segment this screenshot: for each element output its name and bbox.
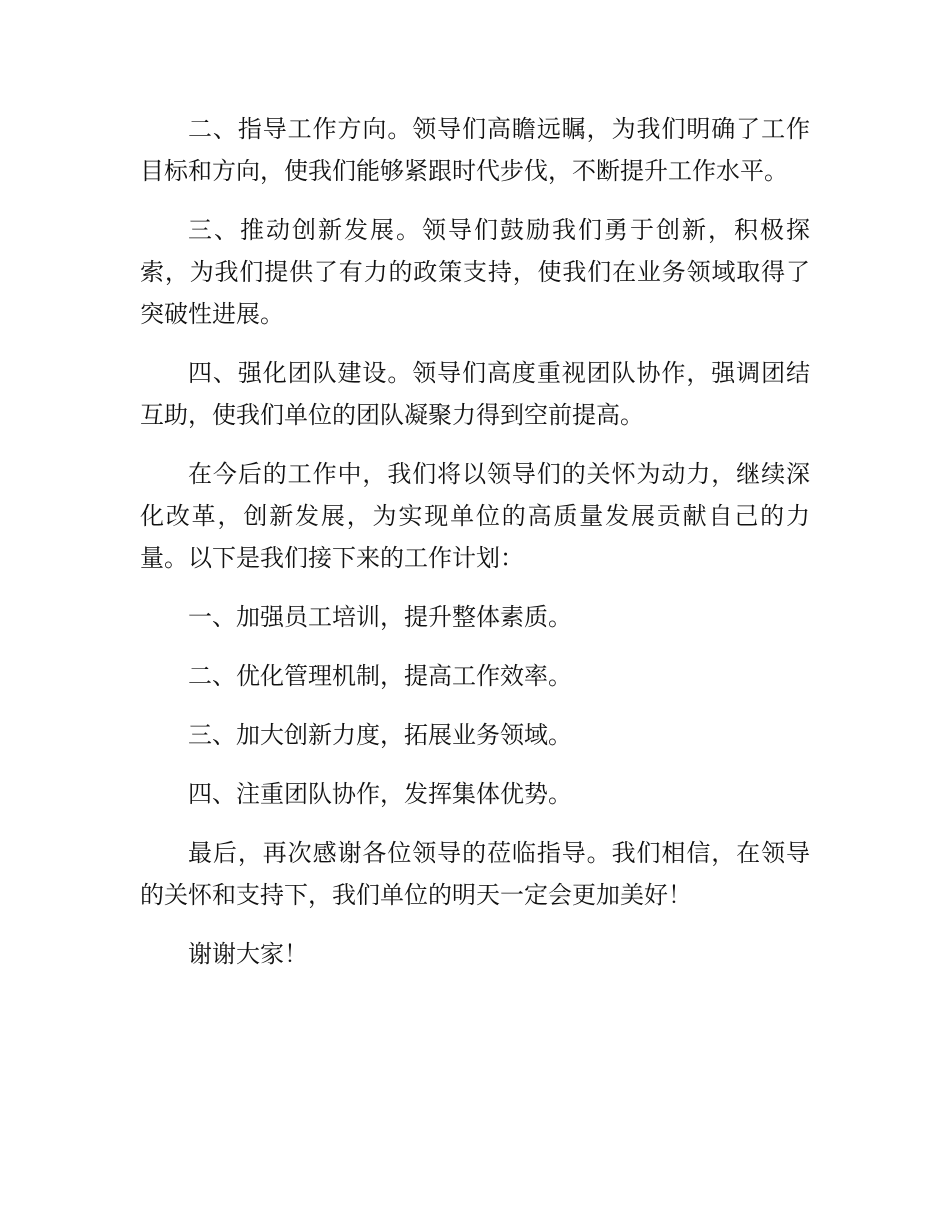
paragraph-guide-direction: 二、指导工作方向。领导们高瞻远瞩，为我们明确了工作目标和方向，使我们能够紧跟时代步伐，不断提升工作水平。 xyxy=(140,115,810,185)
document-body xyxy=(140,108,810,992)
plan-item-training: 一、加强员工培训，提升整体素质。 xyxy=(188,603,572,631)
plan-item-teamwork: 四、注重团队协作，发挥集体优势。 xyxy=(188,780,572,808)
plan-item-innovation: 三、加大创新力度，拓展业务领域。 xyxy=(188,721,572,749)
paragraph-thanks: 谢谢大家！ xyxy=(188,940,308,968)
plan-item-management: 二、优化管理机制，提高工作效率。 xyxy=(188,662,572,690)
paragraph-team-building: 四、强化团队建设。领导们高度重视团队协作，强调团结互助，使我们单位的团队凝聚力得到空前提高。 xyxy=(140,359,810,429)
paragraph-innovation: 三、推动创新发展。领导们鼓励我们勇于创新，积极探索，为我们提供了有力的政策支持，使我们在业务领域取得了突破性进展。 xyxy=(140,216,810,328)
paragraph-closing: 最后，再次感谢各位领导的莅临指导。我们相信，在领导的关怀和支持下，我们单位的明天一定会更加美好！ xyxy=(140,839,810,909)
paragraph-future-work: 在今后的工作中，我们将以领导们的关怀为动力，继续深化改革，创新发展，为实现单位的高质量发展贡献自己的力量。以下是我们接下来的工作计划： xyxy=(140,460,810,572)
